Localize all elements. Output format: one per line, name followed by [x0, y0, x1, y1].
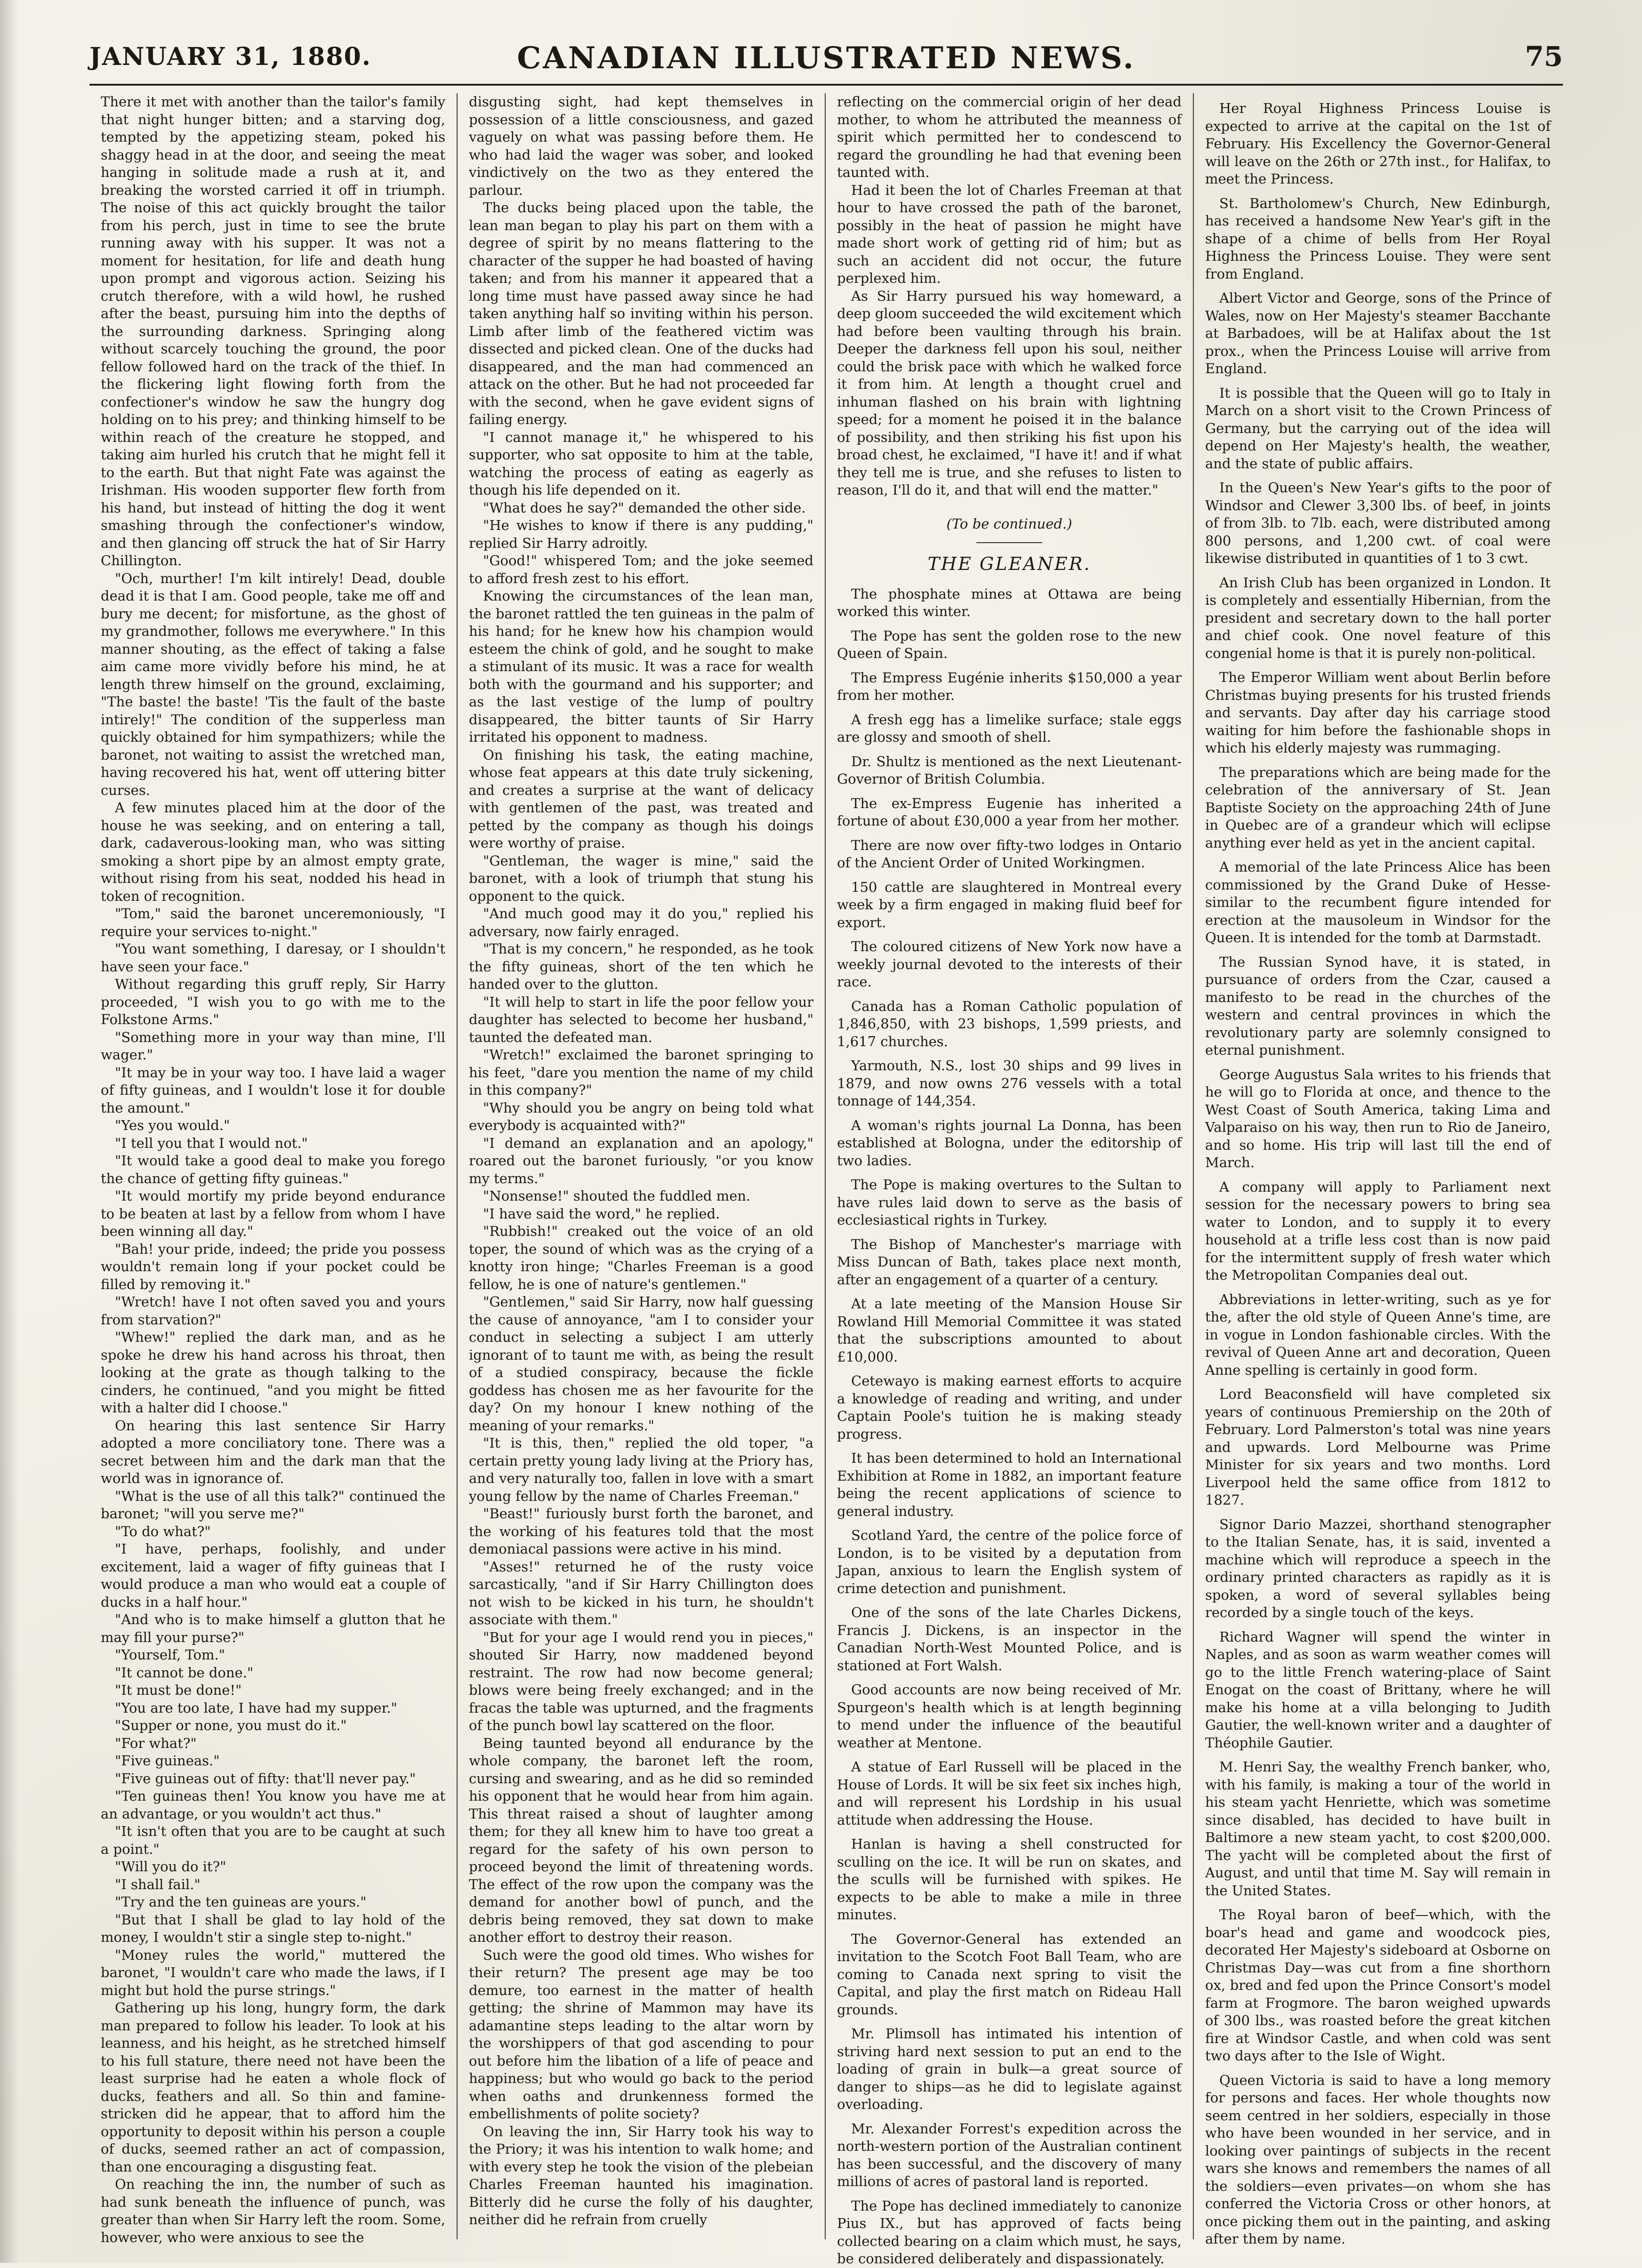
- story-paragraph: "I have said the word," he replied.: [483, 1205, 720, 1222]
- page-header: [89, 19, 1563, 89]
- gleaner-item: 150 cattle are slaughtered in Montreal every week by a firm engaged in making fluid beef for export.: [837, 879, 1182, 930]
- story-paragraph: disgusting sight, had kept themselves in possession of a little consciousness, and gazed vaguely on what was passing before them. He who had laid the wager was sober, and looked vindictively on the two as they entered the parlour.: [469, 94, 813, 198]
- gleaner-item: The Russian Synod have, it is stated, in pursuance of orders from the Czar, caused a manifesto to be read in the churches of the western and central provinces in which the revolutionary party are solemnly consigned to eternal punishment.: [1205, 954, 1551, 1058]
- gleaner-item: The Royal baron of beef—which, with the boar's head and game and woodcock pies, decorated Her Majesty's sideboard at Osborne on Christmas Day—was cut from a fine shorthorn ox, bred and fed upon the Prince Consort's model farm at Frogmore. The baron weighed upwards of 300 lbs., was roasted before the great kitchen fire at Windsor Castle, and when cold was sent two days after to the Isle of Wight.: [1205, 1907, 1551, 2064]
- story-paragraph: Being taunted beyond all endurance by the whole company, the baronet left the room, cursing and swearing, and as he did so reminded his opponent that he would hear from him again. This threat raised a shout of laughter among them; for they all knew him to have too great a regard for the safety of his own person to proceed beyond the limit of threatening words. The effect of the row upon the company was the demand for another bowl of punch, and the debris being removed, they sat down to make another effort to destroy their reason.: [469, 1735, 813, 1945]
- story-paragraph: "Gentlemen," said Sir Harry, now half guessing the cause of annoyance, "am I to consider your conduct in selecting a subject I am utterly ignorant of to taunt me with, as being the result of a studied conspiracy, because the fickle goddess has chosen me as her favourite for the day? On my honour I knew nothing of the meaning of your remarks.": [469, 1294, 813, 1434]
- story-paragraph: On leaving the inn, Sir Harry took his way to the Priory; it was his intention to walk home; and with every step he took the vision of the plebeian Charles Freeman haunted his imagination. Bitterly did he curse the folly of his daughter, neither did he refrain from cruelly: [469, 2123, 813, 2228]
- gleaner-item: M. Henri Say, the wealthy French banker, who, with his family, is making a tour of the world in his steam yacht Henriette, which was sometime since disabled, has decided to have built in Baltimore a new steam yacht, to cost $200,000. The yacht will be completed about the first of August, and until that time M. Say will remain in the United States.: [1205, 1759, 1551, 1899]
- issue-date: JANUARY 31, 1880.: [89, 42, 371, 71]
- gleaner-item: Her Royal Highness Princess Louise is expected to arrive at the capital on the 1st of February. His Excellency the Governor-General will leave on the 26th or 27th inst., for Halifax, to meet the Princess.: [1205, 100, 1551, 187]
- story-paragraph: "But that I shall be glad to lay hold of the money, I wouldn't stir a single step to-night.": [101, 1911, 445, 1945]
- story-paragraph: As Sir Harry pursued his way homeward, a deep gloom succeeded the wild excitement which had before been vaulting through his brain. Deeper the darkness fell upon his soul, neither could the brisk pace with which he walked force it from him. At length a thought cruel and inhuman flashed on his brain with lightning speed; for a moment he poised it in the balance of possibility, and then striking his fist upon his broad chest, he exclaimed, "I have it! and if what they tell me is true, and she refuses to listen to reason, I'll do it, and that will end the matter.": [837, 288, 1182, 498]
- story-paragraph: "Yourself, Tom.": [115, 1647, 225, 1663]
- story-paragraph: "Will you do it?": [115, 1859, 226, 1875]
- story-paragraph: "It must be done!": [115, 1682, 242, 1698]
- story-paragraph: "For what?": [115, 1735, 197, 1751]
- story-paragraph: "What is the use of all this talk?" continued the baronet; "will you serve me?": [101, 1488, 445, 1522]
- story-paragraph: "I demand an explanation and an apology," roared out the baronet furiously, "or you know my terms.": [469, 1135, 813, 1186]
- story-paragraph: "Money rules the world," muttered the baronet, "I wouldn't care who made the laws, if I might but hold the purse strings.": [101, 1947, 445, 1998]
- story-paragraph: "To do what?": [115, 1523, 211, 1539]
- story-paragraph: On hearing this last sentence Sir Harry adopted a more conciliatory tone. There was a secret between him and the dark man that the world was in ignorance of.: [101, 1417, 445, 1486]
- gleaner-item: Richard Wagner will spend the winter in Naples, and as soon as warm weather comes will go to the little French watering-place of Saint Enogat on the coast of Brittany, where he will make his home at a villa belonging to Judith Gautier, the well-known writer and a daughter of Théophile Gautier.: [1205, 1628, 1551, 1751]
- gleaner-item: At a late meeting of the Mansion House Sir Rowland Hill Memorial Committee it was stated that the subscriptions amounted to about £10,000.: [837, 1296, 1182, 1365]
- gleaner-item: Queen Victoria is said to have a long memory for persons and faces. Her whole thoughts now seem centred in her soldiers, especially in those who have been wounded in her service, and in looking over paintings of subjects in the recent wars she knows and remembers the names of all the soldiers—even privates—on whom she has conferred the Victoria Cross or other honors, at once picking them out in the painting, and asking after them by name.: [1205, 2072, 1551, 2247]
- gleaner-item: The Emperor William went about Berlin before Christmas buying presents for his trusted friends and servants. Day after day his carriage stood waiting for him before the fashionable shops in which his elderly majesty was rummaging.: [1205, 669, 1551, 756]
- header-rule: [89, 84, 1563, 86]
- gleaner-item: A fresh egg has a limelike surface; stale eggs are glossy and smooth of shell.: [837, 711, 1182, 745]
- story-paragraph: There it met with another than the tailor's family that night hunger bitten; and a starving dog, tempted by the appetizing steam, poked his shaggy head in at the door, and seeing the meat hanging in solitude made a rush at it, and breaking the worsted carried it off in triumph. The noise of this act quickly brought the tailor from his perch, just in time to see the brute running away with his supper. It was not a moment for hesitation, for life and death hung upon prompt and vigorous action. Seizing his crutch therefore, with a wild howl, he rushed after the beast, pursuing him into the depths of the surrounding darkness. Springing along without scarcely touching the ground, the poor fellow followed hard on the track of the thief. In the flickering light flowing forth from the confectioner's window he saw the hungry dog holding on to his prey; and thinking himself to be within reach of the creature he stopped, and taking aim hurled his crutch that he might fell it to the earth. But that night Fate was against the Irishman. His wooden supporter flew forth from his hand, but instead of hitting the dog it went smashing through the confectioner's window, and then glancing off struck the hat of Sir Harry Chillington.: [101, 94, 445, 569]
- story-continuation: [837, 93, 1182, 499]
- text-columns: [89, 93, 1563, 2267]
- story-paragraph: "He wishes to know if there is any pudding," replied Sir Harry adroitly.: [469, 517, 813, 551]
- story-paragraph: Knowing the circumstances of the lean man, the baronet rattled the ten guineas in the palm of his hand; for he knew how his champion would esteem the chink of gold, and he sought to make a stimulant of its music. It was a race for wealth both with the gourmand and his supporter; and as the last vestige of the lump of poultry disappeared, the bitter taunts of Sir Harry irritated his opponent to madness.: [469, 588, 813, 745]
- to-be-continued: (To be continued.): [946, 515, 1072, 532]
- column-4: [1194, 93, 1562, 2247]
- story-paragraph: "You want something, I daresay, or I shouldn't have seen your face.": [101, 941, 445, 975]
- publication-title: CANADIAN ILLUSTRATED NEWS.: [517, 40, 1135, 76]
- story-paragraph: "But for your age I would rend you in pieces," shouted Sir Harry, now maddened beyond restraint. The row had now become general; blows were being freely exchanged; and in the fracas the table was upturned, and the fragments of the punch bowl lay scattered on the floor.: [469, 1629, 813, 1733]
- gleaner-item: A memorial of the late Princess Alice has been commissioned by the Grand Duke of Hesse-similar to the recumbent figure intended for erection at the mausoleum in Windsor for the Queen. It is intended for the tomb at Darmstadt.: [1205, 859, 1551, 946]
- gleaner-item: An Irish Club has been organized in London. It is completely and essentially Hibernian, from the president and secretary down to the hall porter and chief cook. One novel feature of this congenial home is that it is purely non-political.: [1205, 574, 1551, 661]
- gleaner-items-col3: [837, 585, 1182, 2268]
- story-paragraph: "I cannot manage it," he whispered to his supporter, who sat opposite to him at the table, watching the process of eating as eagerly as though his life depended on it.: [469, 429, 813, 498]
- story-paragraph: reflecting on the commercial origin of her dead mother, to whom he attributed the meanness of spirit which permitted her to condescend to regard the groundling he had that evening been taunted with.: [837, 94, 1182, 180]
- story-paragraph: "Wretch!" exclaimed the baronet springing to his feet, "dare you mention the name of my child in this company?": [469, 1047, 813, 1098]
- story-paragraph: "Try and the ten guineas are yours.": [115, 1894, 367, 1910]
- story-paragraph: "Rubbish!" creaked out the voice of an old toper, the sound of which was as the crying of a knotty iron hinge; "Charles Freeman is a good fellow, he is one of nature's gentlemen.": [469, 1223, 813, 1292]
- story-paragraph: "Ten guineas then! You know you have me at an advantage, or you wouldn't act thus.": [101, 1788, 445, 1822]
- story-paragraph: On reaching the inn, the number of such as had sunk beneath the influence of punch, was greater than when Sir Harry left the room. Some, however, who were anxious to see the: [101, 2176, 445, 2245]
- gleaner-item: Lord Beaconsfield will have completed six years of continuous Premiership on the 20th of February. Lord Palmerston's total was nine years and upwards. Lord Melbourne was Prime Minister for six years and two months. Lord Liverpool held the same office from 1812 to 1827.: [1205, 1386, 1551, 1508]
- story-paragraph: "That is my concern," he responded, as he took the fifty guineas, short of the ten which he handed over to the glutton.: [469, 941, 813, 992]
- gleaner-item: The Empress Eugénie inherits $150,000 a year from her mother.: [837, 669, 1182, 703]
- story-paragraph: "Five guineas.": [115, 1753, 220, 1769]
- page-gutter-shadow: [0, 0, 19, 2263]
- story-paragraph: A few minutes placed him at the door of the house he was seeking, and on entering a tall, dark, cadaverous-looking man, who was sitting smoking a short pipe by an almost empty grate, without rising from his seat, nodded his head in token of recognition.: [101, 800, 445, 904]
- story-paragraph: "Supper or none, you must do it.": [115, 1717, 347, 1733]
- column-2: [458, 93, 826, 2239]
- gleaner-item: Hanlan is having a shell constructed for sculling on the ice. It will be run on skates, and the sculls will be furnished with spikes. He expects to be able to make a mile in three minutes.: [837, 1836, 1182, 1923]
- gleaner-item: The Pope has declined immediately to canonize Pius IX., but has approved of facts being collected bearing on a claim which must, he says, be considered deliberately and dispassionately.: [837, 2197, 1182, 2267]
- gleaner-item: The Pope is making overtures to the Sultan to have rules laid down to serve as the basis of ecclesiastical rights in Turkey.: [837, 1177, 1182, 1228]
- story-paragraph: On finishing his task, the eating machine, whose feat appears at this date truly sickening, and creates a surprise at the want of delicacy with gentlemen of the past, was treated and petted by the company as though his doings were worthy of praise.: [469, 746, 813, 851]
- gleaner-item: St. Bartholomew's Church, New Edinburgh, has received a handsome New Year's gift in the shape of a chime of bells from Her Royal Highness the Princess Louise. They were sent from England.: [1205, 195, 1551, 282]
- story-paragraph: Without regarding this gruff reply, Sir Harry proceeded, "I wish you to go with me to the Folkstone Arms.": [101, 976, 445, 1027]
- story-paragraph: "And who is to make himself a glutton that he may fill your purse?": [101, 1611, 445, 1645]
- gleaner-item: It has been determined to hold an International Exhibition at Rome in 1882, an important feature being the recent applications of science to general industry.: [837, 1450, 1182, 1519]
- gleaner-item: The Governor-General has extended an invitation to the Scotch Foot Ball Team, who are coming to Canada next spring to visit the Capital, and play the first match on Rideau Hall grounds.: [837, 1931, 1182, 2018]
- gleaner-item: The preparations which are being made for the celebration of the anniversary of St. Jean Baptiste Society on the approaching 24th of June in Quebec are of a grandeur which will eclipse anything ever held as yet in the ancient capital.: [1205, 764, 1551, 851]
- gleaner-item: Yarmouth, N.S., lost 30 ships and 99 lives in 1879, and now owns 276 vessels with a total tonnage of 144,354.: [837, 1058, 1182, 1109]
- story-paragraph: "It cannot be done.": [115, 1664, 254, 1681]
- gleaner-item: In the Queen's New Year's gifts to the poor of Windsor and Clewer 3,300 lbs. of beef, in joints of from 3lb. to 7lb. each, were distributed among 800 persons, and 1,200 cwt. of coal were likewise distributed in quantities of 1 to 3 cwt.: [1205, 480, 1551, 566]
- story-paragraph: "Tom," said the baronet unceremoniously, "I require your services to-night.": [101, 906, 445, 939]
- story-paragraph: "I shall fail.": [115, 1876, 201, 1892]
- gleaner-heading: THE GLEANER.: [927, 553, 1091, 574]
- story-paragraph: Had it been the lot of Charles Freeman at that hour to have crossed the path of the baronet, possibly in the heat of passion he might have made short work of getting rid of him; but as such an accident did not occur, the future perplexed him.: [837, 182, 1182, 286]
- gleaner-item: Scotland Yard, the centre of the police force of London, is to be visited by a deputation from Japan, anxious to learn the English system of crime detection and punishment.: [837, 1527, 1182, 1596]
- story-paragraph: "You are too late, I have had my supper.": [115, 1699, 397, 1716]
- story-paragraph: "What does he say?" demanded the other side.: [483, 499, 806, 516]
- story-paragraph: "It would mortify my pride beyond endurance to be beaten at last by a fellow from whom I have been winning all day.": [101, 1188, 445, 1239]
- gleaner-item: Abbreviations in letter-writing, such as ye for the, after the old style of Queen Anne's time, are in vogue in London fashionable circles. With the revival of Queen Anne art and decoration, Queen Anne spelling is certainly in good form.: [1205, 1291, 1551, 1378]
- story-paragraph: The ducks being placed upon the table, the lean man began to play his part on them with a degree of spirit by no means flattering to the character of the supper he had boasted of having taken; and from his manner it appeared that a long time must have passed away since he had taken anything half so inviting within his person. Limb after limb of the feathered victim was dissected and picked clean. One of the ducks had disappeared, and the man had commenced an attack on the other. But he had not proceeded far with the second, when he gave evident signs of failing energy.: [469, 200, 813, 427]
- story-paragraph: "Five guineas out of fifty: that'll never pay.": [115, 1770, 416, 1787]
- story-paragraph: "And much good may it do you," replied his adversary, now fairly enraged.: [469, 906, 813, 939]
- gleaner-item: The Bishop of Manchester's marriage with Miss Duncan of Bath, takes place next month, after an engagement of a quarter of a century.: [837, 1236, 1182, 1288]
- story-paragraph: Gathering up his long, hungry form, the dark man prepared to follow his leader. To look at his leanness, and his height, as he stretched himself to his full stature, there need not have been the least surprise had he eaten a whole flock of ducks, feathers and all. So thin and famine-stricken did he appear, that to afford him the opportunity to deposit within his person a couple of ducks, seemed rather an act of compassion, than one encouraging a disgusting feat.: [101, 2000, 445, 2175]
- gleaner-item: A woman's rights journal La Donna, has been established at Bologna, under the editorship of two ladies.: [837, 1117, 1182, 1169]
- story-paragraph: "Something more in your way than mine, I'll wager.": [101, 1029, 445, 1063]
- story-paragraph: "Why should you be angry on being told what everybody is acquainted with?": [469, 1099, 813, 1133]
- column-3: [826, 93, 1194, 2267]
- story-paragraph: "Whew!" replied the dark man, and as he spoke he drew his hand across his throat, then looking at the grate as though talking to the cinders, he continued, "and you might be fitted with a halter did I choose.": [101, 1329, 445, 1416]
- story-paragraph: "It isn't often that you are to be caught at such a point.": [101, 1823, 445, 1857]
- story-paragraph: "It may be in your way too. I have laid a wager of fifty guineas, and I wouldn't lose it for double the amount.": [101, 1064, 445, 1116]
- section-divider: [976, 542, 1042, 543]
- gleaner-item: Mr. Plimsoll has intimated his intention of striving hard next session to put an end to the loading of grain in bulk—a great source of danger to ships—as he did to legislate against overloading.: [837, 2026, 1182, 2112]
- story-paragraph: "Nonsense!" shouted the fuddled men.: [483, 1188, 751, 1204]
- story-paragraph: "It will help to start in life the poor fellow your daughter has selected to become her husband," taunted the defeated man.: [469, 994, 813, 1045]
- story-paragraph: "Wretch! have I not often saved you and yours from starvation?": [101, 1294, 445, 1328]
- gleaner-item: Good accounts are now being received of Mr. Spurgeon's health which is at length beginning to mend under the influence of the beautiful weather at Mentone.: [837, 1682, 1182, 1751]
- story-paragraph: "I tell you that I would not.": [115, 1135, 308, 1151]
- story-paragraph: "Yes you would.": [115, 1117, 230, 1133]
- gleaner-item: The phosphate mines at Ottawa are being worked this winter.: [837, 585, 1182, 619]
- gleaner-item: Albert Victor and George, sons of the Prince of Wales, now on Her Majesty's steamer Bacchante at Barbadoes, will be at Halifax about the 1st prox., when the Princess Louise will arrive from England.: [1205, 290, 1551, 377]
- story-paragraph: "I have, perhaps, foolishly, and under excitement, laid a wager of fifty guineas that I would produce a man who would eat a couple of ducks in a half hour.": [101, 1541, 445, 1610]
- page-number: 75: [1525, 40, 1563, 72]
- story-paragraph: "Beast!" furiously burst forth the baronet, and the working of his features told that the most demoniacal passions were active in his mind.: [469, 1506, 813, 1557]
- column-1: [89, 93, 458, 2245]
- gleaner-item: There are now over fifty-two lodges in Ontario of the Ancient Order of United Workingmen.: [837, 837, 1182, 871]
- gleaner-item: Dr. Shultz is mentioned as the next Lieutenant-Governor of British Columbia.: [837, 753, 1182, 787]
- gleaner-item: The ex-Empress Eugenie has inherited a fortune of about £30,000 a year from her mother.: [837, 795, 1182, 829]
- gleaner-item: The coloured citizens of New York now have a weekly journal devoted to the interests of their race.: [837, 938, 1182, 990]
- story-paragraph: "Gentleman, the wager is mine," said the baronet, with a look of triumph that stung his opponent to the quick.: [469, 852, 813, 904]
- gleaner-item: Canada has a Roman Catholic population of 1,846,850, with 23 bishops, 1,599 priests, and 1,617 churches.: [837, 998, 1182, 1050]
- gleaner-item: Signor Dario Mazzei, shorthand stenographer to the Italian Senate, has, it is said, invented a machine which will reproduce a speech in the ordinary printed characters as rapidly as it is spoken, a word of several syllables being recorded by a single touch of the keys.: [1205, 1516, 1551, 1620]
- gleaner-item: One of the sons of the late Charles Dickens, Francis J. Dickens, is an inspector in the Canadian North-West Mounted Police, and is stationed at Fort Walsh.: [837, 1604, 1182, 1674]
- gleaner-item: A statue of Earl Russell will be placed in the House of Lords. It will be six feet six inches high, and will represent his Lordship in his usual attitude when addressing the House.: [837, 1759, 1182, 1828]
- story-paragraph: Such were the good old times. Who wishes for their return? The present age may be too demure, too earnest in the matter of health getting; the shrine of Mammon may have its adamantine steps leading to the altar worn by the worshippers of that god ascending to pour out before him the libation of a life of peace and happiness; but who would go back to the period when oaths and drunkenness formed the embellishments of polite society?: [469, 1947, 813, 2122]
- gleaner-item: Cetewayo is making earnest efforts to acquire a knowledge of reading and writing, and under Captain Poole's tuition he is making steady progress.: [837, 1373, 1182, 1442]
- gleaner-item: It is possible that the Queen will go to Italy in March on a short visit to the Crown Princess of Germany, but the carrying out of the idea will depend on Her Majesty's health, the weather, and the state of public affairs.: [1205, 385, 1551, 472]
- story-paragraph: "It would take a good deal to make you forego the chance of getting fifty guineas.": [101, 1153, 445, 1186]
- gleaner-item: A company will apply to Parliament next session for the necessary powers to bring sea water to London, and to supply it to every household at a trifle less cost than is now paid for the intermittent supply of fresh water which the Metropolitan Companies deal out.: [1205, 1178, 1551, 1283]
- gleaner-item: Mr. Alexander Forrest's expedition across the north-western portion of the Australian continent has been successful, and the discovery of many millions of acres of pastoral land is reported.: [837, 2120, 1182, 2189]
- story-paragraph: "Bah! your pride, indeed; the pride you possess wouldn't remain long if your pocket could be filled by removing it.": [101, 1241, 445, 1292]
- story-paragraph: "Och, murther! I'm kilt intirely! Dead, double dead it is that I am. Good people, take me off and bury me decent; for misfortune, as the ghost of my grandmother, follows me everywhere." In this manner shouting, as the effect of taking a false aim came more vividly before his mind, he at length threw himself on the ground, exclaiming, "The baste! the baste! 'Tis the fault of the baste intirely!" The condition of the supperless man quickly obtained for him sympathizers; while the baronet, not waiting to assist the wretched man, having recovered his hat, went off uttering bitter curses.: [101, 570, 445, 798]
- gleaner-item: The Pope has sent the golden rose to the new Queen of Spain.: [837, 627, 1182, 661]
- story-paragraph: "It is this, then," replied the old toper, "a certain pretty young lady living at the Priory has, and very naturally too, fallen in love with a smart young fellow by the name of Charles Freeman.": [469, 1435, 813, 1504]
- story-paragraph: "Asses!" returned he of the rusty voice sarcastically, "and if Sir Harry Chillington does not wish to be kicked in his turn, he shouldn't associate with them.": [469, 1558, 813, 1627]
- gleaner-item: George Augustus Sala writes to his friends that he will go to Florida at once, and thence to the West Coast of South America, taking Lima and Valparaiso on his way, then run to Rio de Janeiro, and so home. His trip will last till the end of March.: [1205, 1066, 1551, 1170]
- story-paragraph: "Good!" whispered Tom; and the joke seemed to afford fresh zest to his effort.: [469, 553, 813, 586]
